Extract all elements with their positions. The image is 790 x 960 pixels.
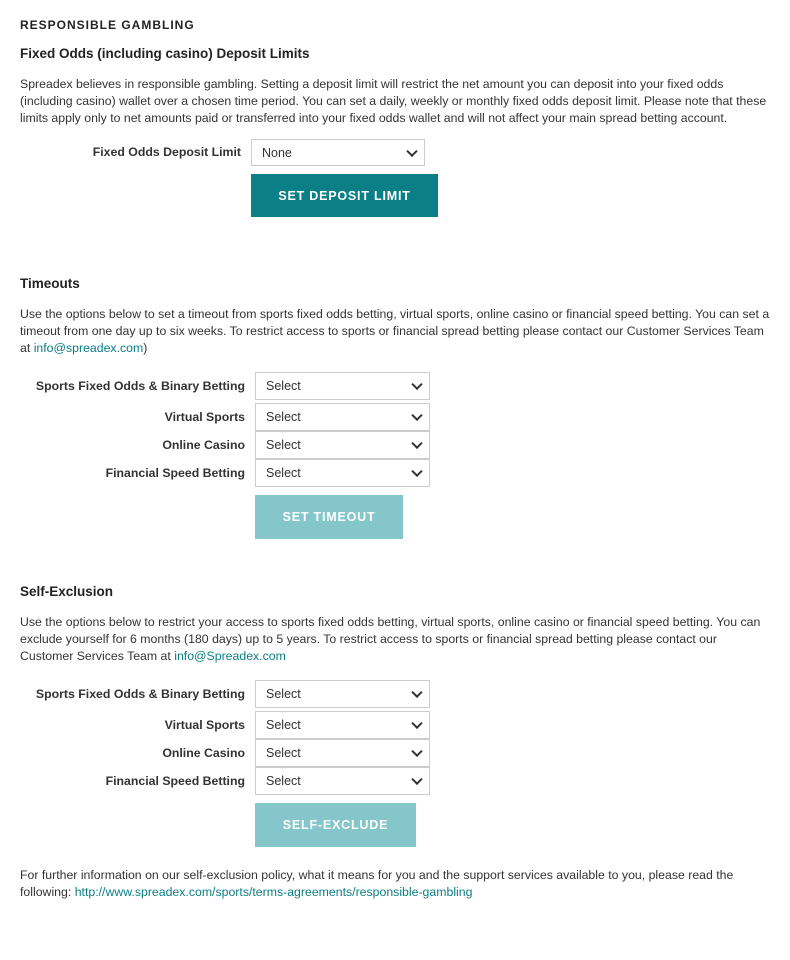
timeouts-email-link[interactable]: info@spreadex.com <box>33 341 144 355</box>
set-timeout-button[interactable]: SET TIMEOUT <box>255 495 403 539</box>
chevron-down-icon <box>411 687 422 698</box>
self-exclusion-title: Self-Exclusion <box>20 584 114 599</box>
timeout-label-casino: Online Casino <box>162 437 245 452</box>
deposit-limit-select-value: None <box>262 145 292 160</box>
exclusion-select-casino-value: Select <box>266 746 301 760</box>
self-exclusion-description <box>20 614 770 665</box>
deposit-limit-select[interactable] <box>251 139 425 166</box>
timeouts-description-end: ) <box>143 341 148 355</box>
timeout-select-casino[interactable] <box>255 431 430 459</box>
chevron-down-icon <box>411 410 422 421</box>
exclusion-row-financial <box>20 767 770 795</box>
timeout-select-virtual[interactable] <box>255 403 430 431</box>
exclusion-select-casino[interactable] <box>255 739 430 767</box>
timeout-label-sports: Sports Fixed Odds & Binary Betting <box>35 378 245 393</box>
self-exclusion-form <box>20 679 770 795</box>
exclusion-label-virtual: Virtual Sports <box>164 717 245 732</box>
timeout-row-casino <box>20 431 770 459</box>
chevron-down-icon <box>411 718 422 729</box>
exclusion-label-casino: Online Casino <box>162 745 245 760</box>
chevron-down-icon <box>411 774 422 785</box>
self-exclusion-email-link[interactable]: info@Spreadex.com <box>174 649 286 663</box>
timeouts-form <box>20 371 770 487</box>
timeout-label-virtual: Virtual Sports <box>164 409 245 424</box>
exclusion-label-sports: Sports Fixed Odds & Binary Betting <box>35 686 245 701</box>
deposit-limit-section <box>20 46 770 217</box>
timeout-row-financial <box>20 459 770 487</box>
timeout-row-virtual <box>20 403 770 431</box>
chevron-down-icon <box>411 746 422 757</box>
timeouts-section <box>20 276 770 539</box>
timeout-select-sports[interactable] <box>255 372 430 400</box>
timeouts-description-text: Use the options below to set a timeout from sports fixed odds betting, virtual sports, online casino or financial speed betting. You can set a timeout from one day up to six weeks. To restrict access to sports or financial spread betting please contact our Customer Services Team at <box>20 307 770 355</box>
exclusion-label-financial: Financial Speed Betting <box>105 773 245 788</box>
timeout-select-casino-value: Select <box>266 438 301 452</box>
chevron-down-icon <box>411 379 422 390</box>
timeouts-title: Timeouts <box>20 276 80 291</box>
timeout-label-financial: Financial Speed Betting <box>105 465 245 480</box>
exclusion-select-virtual-value: Select <box>266 718 301 732</box>
timeout-select-financial[interactable] <box>255 459 430 487</box>
exclusion-row-virtual <box>20 711 770 739</box>
deposit-limit-label: Fixed Odds Deposit Limit <box>92 145 241 159</box>
responsible-gambling-link[interactable]: http://www.spreadex.com/sports/terms-agreements/responsible-gambling <box>74 885 473 899</box>
timeout-select-virtual-value: Select <box>266 410 301 424</box>
exclusion-select-virtual[interactable] <box>255 711 430 739</box>
set-deposit-limit-button[interactable]: SET DEPOSIT LIMIT <box>251 174 438 217</box>
self-exclude-button[interactable]: SELF-EXCLUDE <box>255 803 416 847</box>
exclusion-select-sports-value: Select <box>266 687 301 701</box>
chevron-down-icon <box>411 438 422 449</box>
exclusion-row-sports <box>20 679 770 709</box>
footer-info-text: For further information on our self-exclusion policy, what it means for you and the support services available to you, please read the following: <box>20 868 734 899</box>
deposit-limit-row <box>20 139 770 166</box>
timeout-row-sports <box>20 371 770 401</box>
self-exclusion-section <box>20 584 770 847</box>
exclusion-select-financial-value: Select <box>266 774 301 788</box>
deposit-limit-title: Fixed Odds (including casino) Deposit Limits <box>20 46 310 61</box>
chevron-down-icon <box>411 466 422 477</box>
exclusion-row-casino <box>20 739 770 767</box>
timeout-select-sports-value: Select <box>266 379 301 393</box>
timeouts-description <box>20 306 770 357</box>
chevron-down-icon <box>406 145 417 156</box>
self-exclusion-description-text: Use the options below to restrict your access to sports fixed odds betting, virtual sports, online casino or financial speed betting. You can exclude yourself for 6 months (180 days) up to 5 years. To restrict access to sports or financial spread betting please contact our Customer Services Team at <box>20 615 761 663</box>
exclusion-select-sports[interactable] <box>255 680 430 708</box>
timeout-select-financial-value: Select <box>266 466 301 480</box>
exclusion-select-financial[interactable] <box>255 767 430 795</box>
deposit-limit-description: Spreadex believes in responsible gambling. Setting a deposit limit will restrict the net amount you can deposit into your fixed odds (including casino) wallet over a chosen time period. You can set a daily, weekly or monthly fixed odds deposit limit. Please note that these limits apply only to net amounts paid or transferred into your fixed odds wallet and will not affect your main spread betting account. <box>20 77 767 125</box>
page-heading: RESPONSIBLE GAMBLING <box>20 18 195 32</box>
footer-info <box>20 867 770 901</box>
